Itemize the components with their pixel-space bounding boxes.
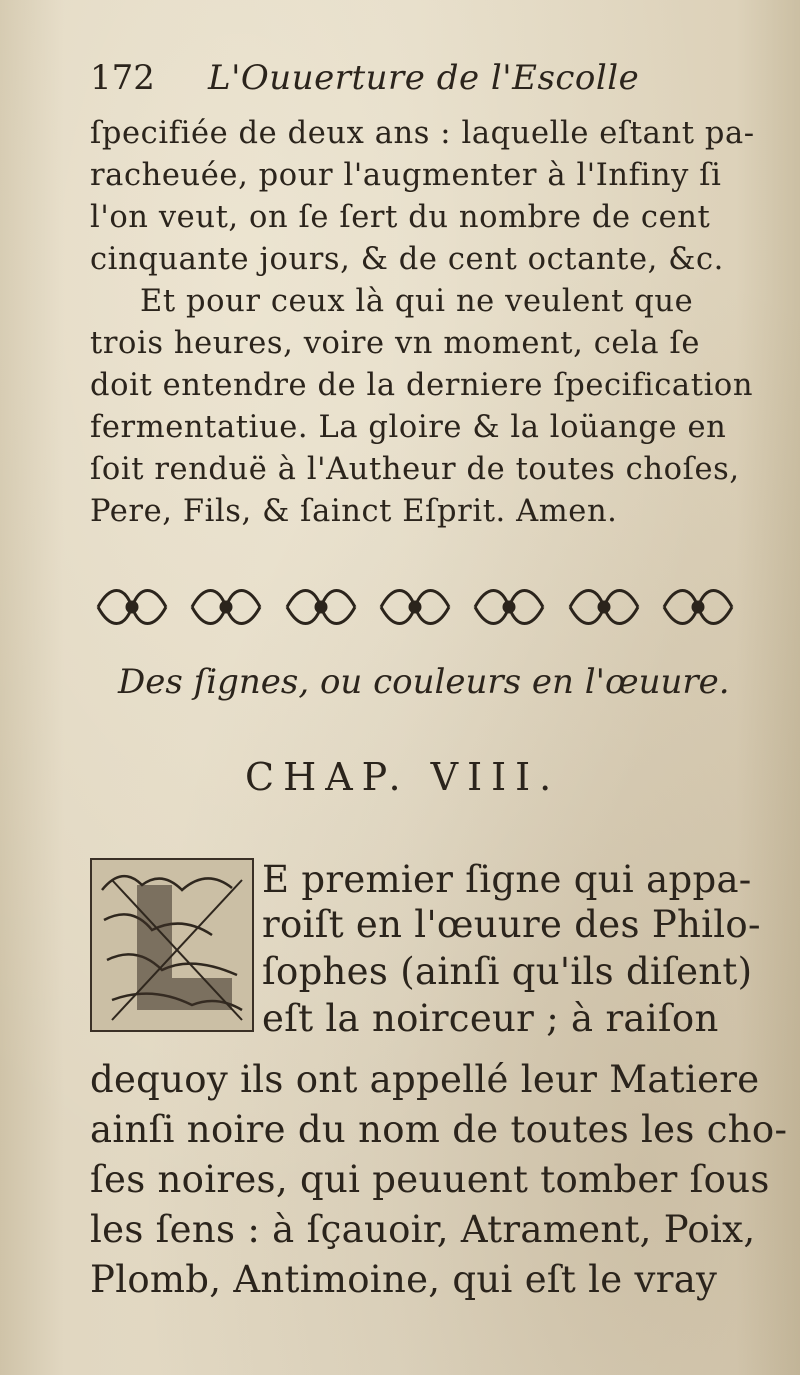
text-line: eſt la noirceur ; à raiſon xyxy=(262,997,719,1040)
chapter-heading: CHAP. VIII. xyxy=(245,755,561,799)
section-title: Des ſignes, ou couleurs en l'œuure. xyxy=(118,662,730,702)
text-line: Plomb, Antimoine, qui eſt le vray xyxy=(90,1258,718,1301)
page-number: 172 xyxy=(90,58,155,98)
text-line: fermentatiue. La gloire & la loüange en xyxy=(90,410,727,445)
fleuron-icon xyxy=(656,577,740,637)
text-line: ſpecifiée de deux ans : laquelle eſtant pa- xyxy=(90,116,755,151)
drop-cap-initial xyxy=(90,858,254,1032)
text-line: ſes noires, qui peuuent tomber ſous xyxy=(90,1158,770,1201)
text-line: Pere, Fils, & ſainct Eſprit. Amen. xyxy=(90,494,618,529)
text-line: trois heures, voire vn moment, cela ſe xyxy=(90,326,700,361)
running-title: L'Ouuerture de l'Escolle xyxy=(208,58,640,98)
text-line: les ſens : à ſçauoir, Atrament, Poix, xyxy=(90,1208,756,1251)
decorated-initial-L-icon xyxy=(92,860,252,1030)
fleuron-icon xyxy=(562,577,646,637)
fleuron-icon xyxy=(467,577,551,637)
text-line: Et pour ceux là qui ne veulent que xyxy=(140,284,694,319)
text-line: ſophes (ainſi qu'ils diſent) xyxy=(262,950,753,993)
text-line: doit entendre de la derniere ſpecification xyxy=(90,368,754,403)
ornament-band xyxy=(90,572,740,642)
text-line: ainſi noire du nom de toutes les cho- xyxy=(90,1108,788,1151)
text-line: ſoit renduë à l'Autheur de toutes choſes, xyxy=(90,452,740,487)
text-line: dequoy ils ont appellé leur Matiere xyxy=(90,1058,760,1101)
text-line: l'on veut, on ſe ſert du nombre de cent xyxy=(90,200,711,235)
text-line: cinquante jours, & de cent octante, &c. xyxy=(90,242,724,277)
fleuron-icon xyxy=(279,577,363,637)
text-line: E premier ſigne qui appa- xyxy=(262,858,752,901)
fleuron-icon xyxy=(373,577,457,637)
fleuron-icon xyxy=(90,577,174,637)
text-line: roiſt en l'œuure des Philo- xyxy=(262,903,761,946)
text-line: racheuée, pour l'augmenter à l'Infiny ſi xyxy=(90,158,722,193)
running-head xyxy=(90,58,639,98)
fleuron-icon xyxy=(184,577,268,637)
